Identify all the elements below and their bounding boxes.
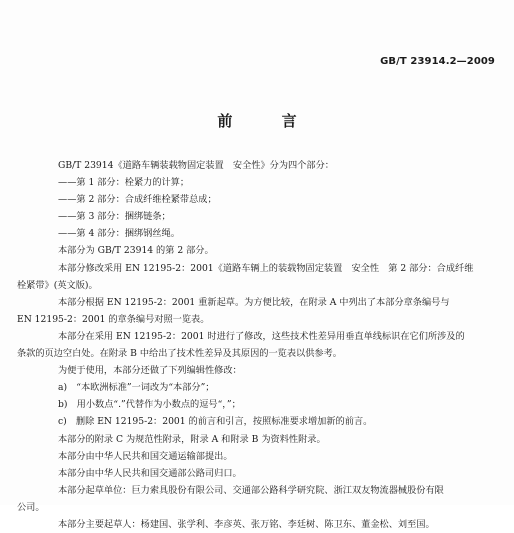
list-item-part-2: ——第 2 部分：合成纤维栓紧带总成； [58, 194, 217, 206]
paragraph-editorial: 为便于使用，本部分还做了下列编辑性修改： [58, 365, 242, 377]
paragraph-drafters: 本部分主要起草人：杨建国、张学利、李彦英、张万铭、李廷树、陈卫东、董金松、刘至国。 [58, 518, 435, 530]
paragraph-annexes: 本部分的附录 C 为规范性附录，附录 A 和附录 B 为资料性附录。 [58, 433, 326, 445]
paragraph-centralized-by: 本部分由中华人民共和国交通部公路司归口。 [58, 467, 242, 479]
paragraph-drafting-units-cont: 公司。 [17, 501, 45, 513]
paragraph-parts-intro: GB/T 23914《道路车辆装载物固定装置 安全性》分为四个部分： [58, 160, 334, 171]
page-title: 前 言 [217, 112, 319, 130]
paragraph-redrafted-cont: EN 12195-2：2001 的章条编号对照一览表。 [17, 313, 210, 325]
list-item-part-4: ——第 4 部分：捆绑钢丝绳。 [58, 228, 180, 240]
list-item-part-1: ——第 1 部分：栓紧力的计算； [58, 177, 190, 189]
paragraph-redrafted: 本部分根据 EN 12195-2：2001 重新起草。为方便比较，在附录 A 中列出了本部分章条编号与 [58, 296, 450, 308]
list-item-c: c) 删除 EN 12195-2：2001 的前言和引言，按照标准要求增加新的前言。 [58, 416, 373, 428]
paragraph-modifications-cont: 条款的页边空白处。在附录 B 中给出了技术性差异及其原因的一览表以供参考。 [17, 348, 342, 360]
paragraph-adoption: 本部分修改采用 EN 12195-2：2001《道路车辆上的装载物固定装置 安全性 第 2 部分：合成纤维 [58, 262, 474, 274]
paragraph-modifications: 本部分在采用 EN 12195-2：2001 时进行了修改，这些技术性差异用垂直单线标识在它们所涉及的 [58, 330, 465, 342]
paragraph-proposed-by: 本部分由中华人民共和国交通运输部提出。 [58, 450, 233, 462]
paragraph-drafting-units: 本部分起草单位：巨力索具股份有限公司、交通部公路科学研究院、浙江双友物流器械股份有限 [58, 484, 444, 496]
standard-code: GB/T 23914.2—2009 [380, 56, 495, 67]
list-item-b: b) 用小数点“.”代替作为小数点的逗号“，”； [58, 399, 241, 411]
paragraph-adoption-cont: 栓紧带》(英文版)。 [17, 279, 98, 291]
list-item-part-3: ——第 3 部分：捆绑链条； [58, 211, 171, 223]
list-item-a: a) “本欧洲标准”一词改为“本部分”； [58, 382, 215, 394]
paragraph-this-part: 本部分为 GB/T 23914 的第 2 部分。 [58, 245, 214, 257]
foreword-body [17, 157, 498, 533]
